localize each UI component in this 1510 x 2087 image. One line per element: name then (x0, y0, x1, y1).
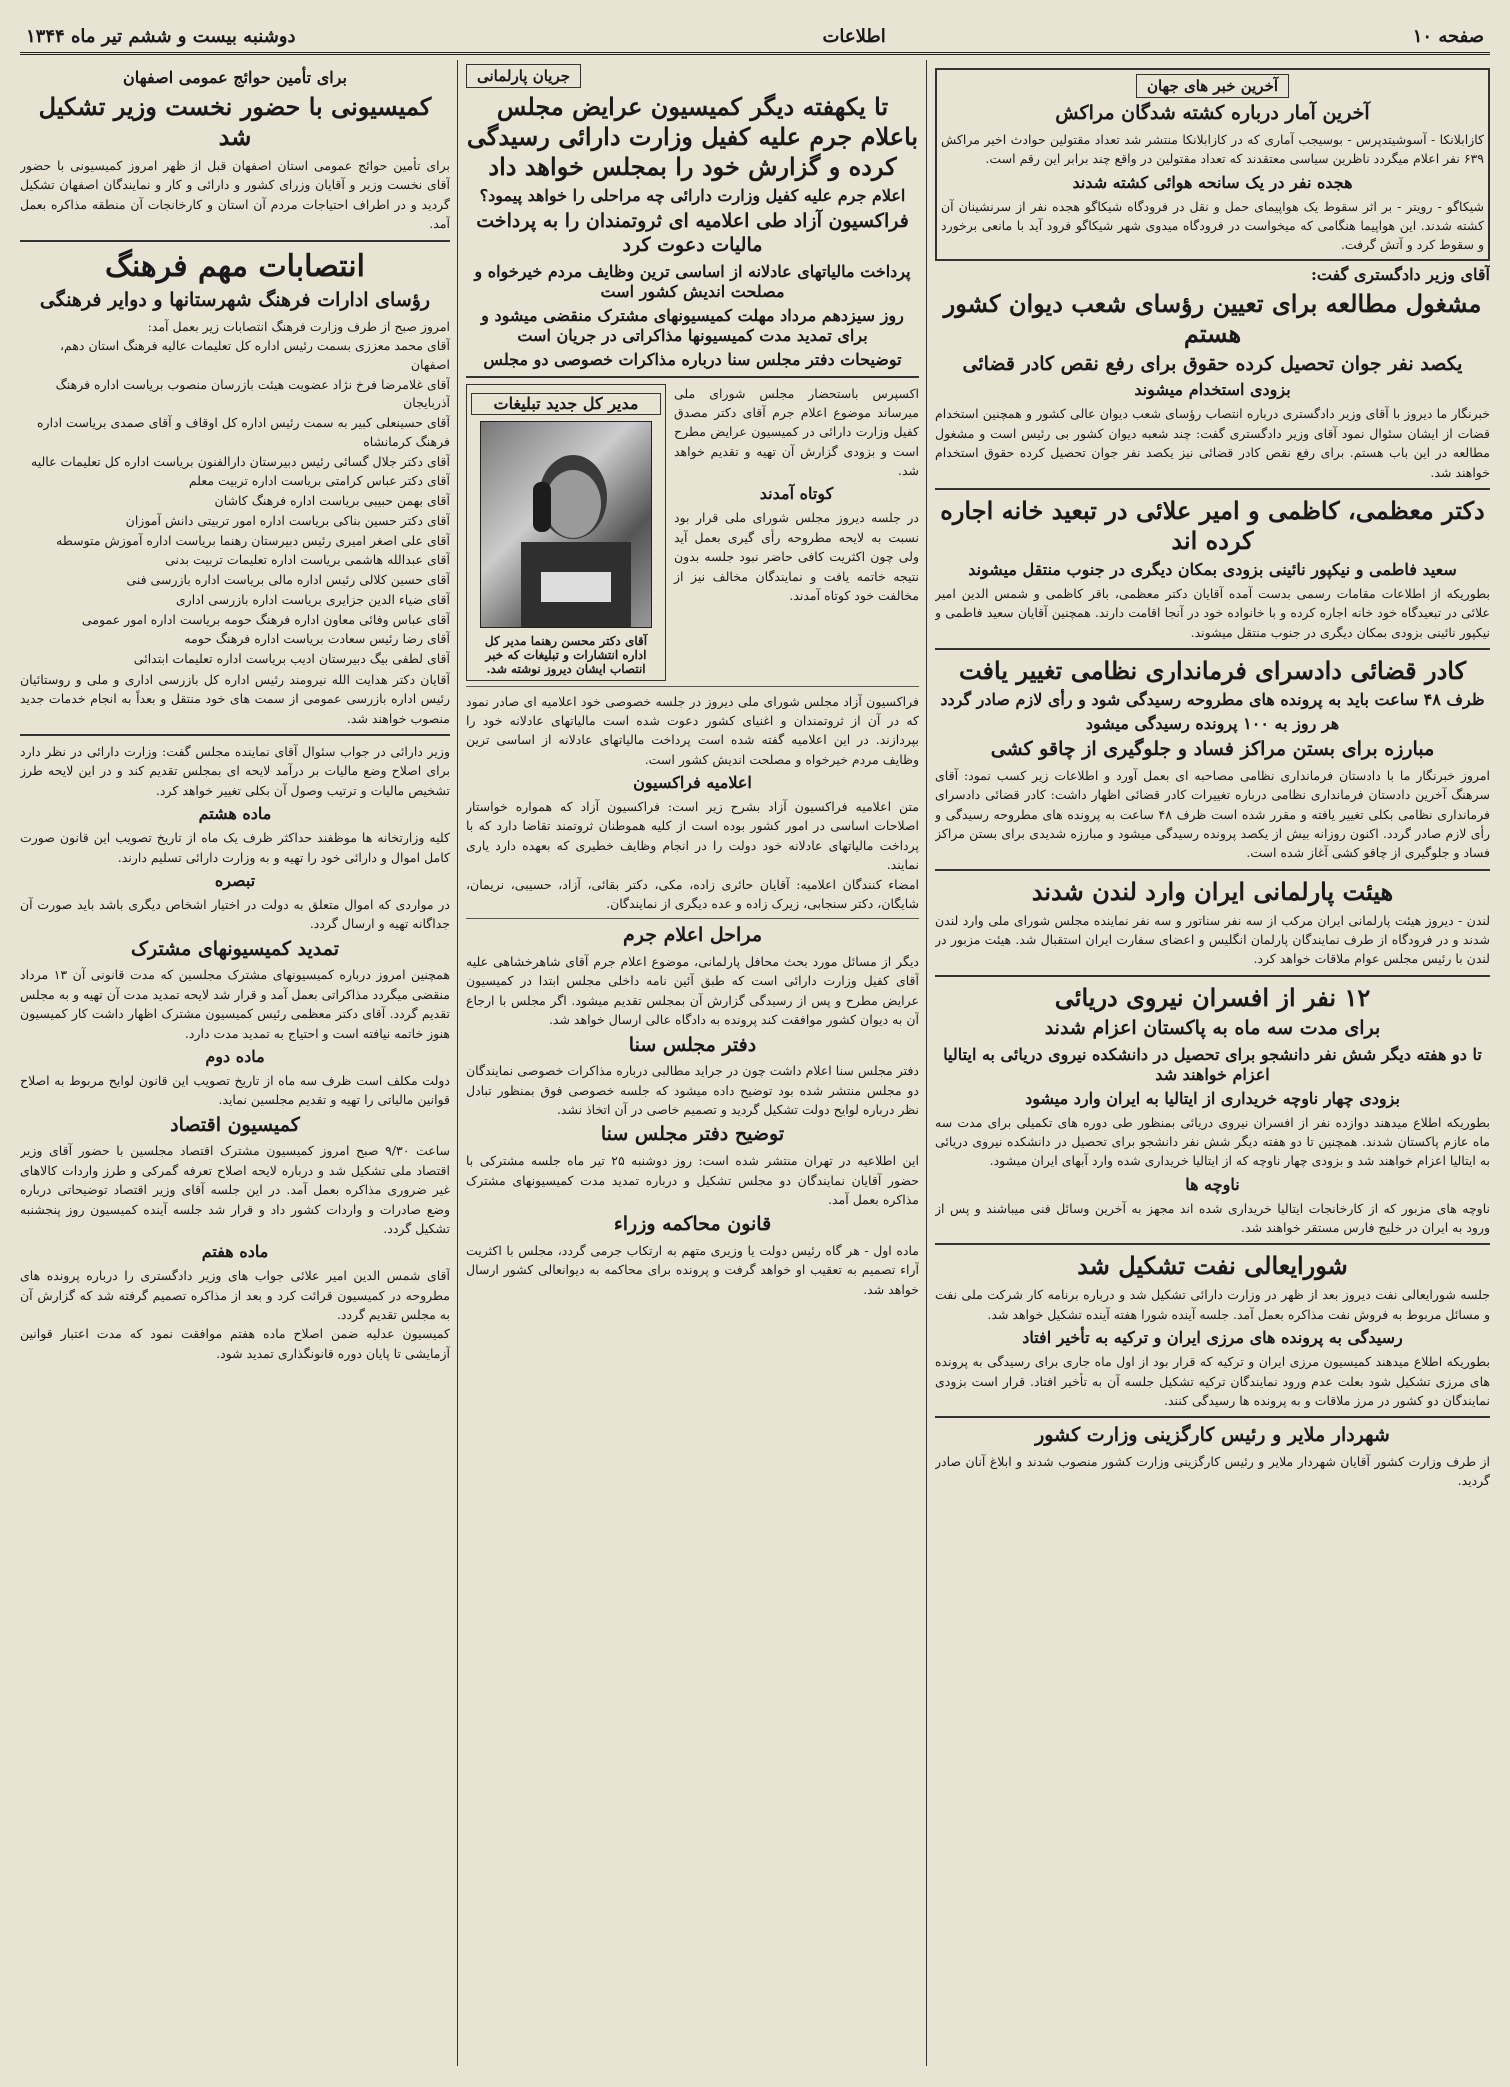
subheadline: ماده دوم (205, 1046, 265, 1066)
appointment-item: آقای رضا رئیس سعادت بریاست اداره فرهنگ حومه (184, 631, 450, 647)
appointment-item: آقای دکتر حسین بناکی بریاست اداره امور تربیتی دانش آموزان (125, 512, 450, 528)
article-body: در جلسه دیروز مجلس شورای ملی قرار بود نسبت به لایحه مطروحه رأی گیری بعمل آید ولی چون اکثریت کافی حاضر نبود جلسه بدون نتیجه خاتمه یافت و نمایندگان مخالف نیز از مخالفت خود کوتاه آمدند. (674, 510, 919, 603)
paper-name: اطلاعات (822, 25, 886, 47)
article-body: بطوریکه اطلاع میدهند کمیسیون مرزی ایران و ترکیه که قرار بود از اول ماه جاری برای رسیدگی به پرونده های مرزی تشکیل شود بعلت عدم ورود نمایندگان ترکیه تشکیل جلسه آن به تأخیر افتاد. قرار است بزودی نمایندگان دو کشور در مرز ملاقات و به پرونده ها رسیدگی کنند. (935, 1354, 1490, 1408)
portrait-figure-icon (481, 422, 651, 627)
section-kicker: آخرین خبر های جهان (1136, 74, 1289, 98)
column-rule (457, 60, 458, 2066)
article-body: بطوریکه اطلاع میدهند دوازده نفر از افسران نیروی دریائی بمنظور طی دوره های تکمیلی برای مدت سه ماه عازم پاکستان شدند. همچنین تا دو هفته دیگر شش نفر دانشجو برای تحصیل در دانشکده نیروی دریائی به ایتالیا اعزام خواهند شد و بزودی چهار ناوچه که از ایتالیا خریداری شده وارد آبهای ایران میشود. (935, 1114, 1490, 1169)
article-body: دفتر مجلس سنا اعلام داشت چون در جراید مطالبی درباره مذاکرات خصوصی نمایندگان دو مجلس منتشر شده بود توضیح داده میشود که جلسه خصوصی فوق بمنظور تبادل نظر درباره لوایح دولت تشکیل گردید و تصمیم خاصی در آن اتخاذ نشد. (466, 1063, 919, 1117)
subheadline: تمدید کمیسیونهای مشترک (130, 937, 340, 960)
subheadline: کمیسیون اقتصاد (170, 1113, 300, 1136)
article-body: متن اعلامیه فراکسیون آزاد بشرح زیر است: فراکسیون آزاد که همواره خواستار اصلاحات اساسی در امور کشور بوده است از کلیه هموطنان ثروتمند تقاضا دارد که با پرداخت مالیاتهای عادلانه خود دولت را در انجام وظایف خطیری که بعهده دارد یاری نمایند. (466, 799, 919, 873)
article-body: ماده اول - هر گاه رئیس دولت یا وزیری متهم به ارتکاب جرمی گردد، مجلس با اکثریت آراء تصمیم به تعقیب او خواهد گرفت و پرونده برای محاکمه به دیوانعالی کشور ارسال خواهد شد. (466, 1243, 919, 1297)
article-body: ساعت ۹/۳۰ صبح امروز کمیسیون مشترک اقتصاد مجلسین با حضور آقای وزیر اقتصاد ملی تشکیل شد و درباره لایحه اصلاح تعرفه گمرکی و طرز واردات کالاهای غیر ضروری مذاکره بعمل آمد. در این جلسه آقای وزیر اقتصاد توضیحاتی درباره وضع صادرات و واردات کشور داد و قرار شد جلسه آینده کمیسیون روز پنجشنبه تشکیل گردد. (20, 1143, 450, 1236)
subheadline: روز سیزدهم مرداد مهلت کمیسیونهای مشترک منقضی میشود و برای تمدید مدت کمیسیونها مذاکراتی در جریان است (481, 305, 904, 345)
appointment-item: آقای لطفی بیگ دبیرستان ادیب بریاست اداره تعلیمات ابتدائی (133, 651, 450, 667)
appointment-item: آقای حسینعلی کبیر به سمت رئیس اداره کل اوقاف و آقای صمدی بریاست اداره فرهنگ کرمانشاه (36, 415, 450, 449)
article-body: بطوریکه از اطلاعات مقامات رسمی بدست آمده آقایان دکتر معظمی، باقر کاظمی و شمس الدین امیر علائی در تبعیدگاه خود خانه اجاره کرده و با خانواده خود در آنجا اقامت دارند. همچنین آقایان سعید فاطمی و نیکپور نائینی بزودی بمکان دیگری در جنوب منتقل میشوند. (935, 585, 1490, 640)
subheadline: رسیدگی به پرونده های مرزی ایران و ترکیه به تأخیر افتاد (1022, 1328, 1403, 1348)
article-body: امضاء کنندگان اعلامیه: آقایان حائری زاده، مکی، دکتر بقائی، آزاد، حسیبی، نریمان، شایگان، دکتر سنجابی، زیرک زاده و عده دیگری از نمایندگان. (466, 876, 919, 911)
article-body: این اطلاعیه در تهران منتشر شده است: روز دوشنبه ۲۵ تیر ماه جلسه مشترکی با حضور آقایان نمایندگان دو مجلس تشکیل و درباره تمدید مدت کمیسیونهای مشترک مذاکره بعمل آمد. (466, 1153, 919, 1207)
divider (466, 918, 919, 919)
column-middle (466, 64, 919, 2070)
world-news-box (935, 68, 1490, 261)
article-body: لندن - دیروز هیئت پارلمانی ایران مرکب از سه نفر سناتور و سه نفر نماینده مجلس شورای ملی وارد لندن شدند و در فرودگاه از طرف نمایندگان پارلمان انگلیس و اعضای سفارت ایران استقبال شد. هیئت مزبور در لندن با رئیس مجلس عوام ملاقات خواهد کرد. (935, 912, 1490, 967)
article-lead (674, 384, 919, 681)
article-body: از طرف وزارت کشور آقایان شهردار ملایر و رئیس کارگزینی وزارت کشور منصوب شدند و ابلاغ آنان صادر گردید. (935, 1454, 1490, 1489)
lead-line: آقای وزیر دادگستری گفت: (1310, 264, 1490, 284)
photo-caption: آقای دکتر محسن رهنما مدیر کل اداره انتشارات و تبلیغات که خبر انتصاب ایشان دیروز نوشته شد. (484, 633, 648, 676)
subheadline: مبارزه برای بستن مراکز فساد و جلوگیری از چاقو کشی (990, 738, 1435, 760)
divider (935, 648, 1490, 650)
portrait-photo (480, 421, 652, 628)
subheadline: اعلام جرم علیه کفیل وزارت دارائی چه مراحلی را خواهد پیمود؟ (479, 186, 906, 205)
article-body: فراکسیون آزاد مجلس شورای ملی دیروز در جلسه خصوصی خود اعلامیه ای صادر نمود که در آن از ثروتمندان و اغنیای کشور دعوت شده است مالیاتهای عادلانه خود را بپردازند. در این اعلامیه گفته شده است پرداخت مالیاتهای عادلانه از اساسی ترین وظایف مردم خیرخواه و مصلحت اندیش کشور است. (466, 693, 919, 767)
article-body: ناوچه های مزبور که از کارخانجات ایتالیا خریداری شده اند مجهز به آخرین وسائل فنی میباشند و پس از ورود به ایران در خلیج فارس مستقر خواهند شد. (935, 1200, 1490, 1235)
article-body: آقای شمس الدین امیر علائی جواب های وزیر دادگستری را درباره پرونده های مطروحه در کمیسیون قرائت کرد و بعد از مذاکره تصمیم گرفته شد که گزارش آن به مجلس تقدیم گردد. (20, 1268, 450, 1322)
subheadline: هجده نفر در یک سانحه هوائی کشته شدند (1072, 172, 1353, 192)
headline: کمیسیونی با حضور نخست وزیر تشکیل شد (38, 92, 432, 151)
issue-date: دوشنبه بیست و ششم تیر ماه ۱۳۴۴ (26, 25, 296, 47)
headline: شهردار ملایر و رئیس کارگزینی وزارت کشور (1035, 1424, 1390, 1447)
subheadline: مراحل اعلام جرم (622, 924, 762, 947)
appointment-item: آقای عباس وفائی معاون اداره فرهنگ حومه بریاست اداره امور عمومی (81, 611, 450, 627)
divider (935, 1416, 1490, 1418)
headline: شورایعالی نفت تشکیل شد (1077, 1251, 1348, 1281)
column-rule (926, 60, 927, 2066)
headline: آخرین آمار درباره کشته شدگان مراکش (1055, 102, 1370, 124)
appointment-item: آقای علی اصغر امیری رئیس دبیرستان رهنما بریاست اداره آموزش متوسطه (56, 532, 450, 548)
appointment-item: آقای غلامرضا فرخ نژاد عضویت هیئت بازرسان منصوب بریاست اداره فرهنگ آذربایجان (55, 376, 450, 411)
divider (20, 240, 450, 242)
column-right (935, 64, 1490, 2070)
page-number: صفحه ۱۰ (1412, 25, 1484, 47)
divider (935, 488, 1490, 490)
article-intro: امروز صبح از طرف وزارت فرهنگ انتصابات زیر بعمل آمد: (147, 318, 450, 334)
article-body: وزیر دارائی در جواب سئوال آقای نماینده مجلس گفت: وزارت دارائی در نظر دارد برای اصلاح وضع مالیات بر درآمد لایحه ای بمجلس تقدیم کند و در این لایحه طرز تشخیص مالیات و ترتیب وصول آن بکلی تغییر خواهد کرد. (20, 744, 450, 798)
divider (935, 869, 1490, 871)
divider (466, 686, 919, 687)
appointment-item: آقای دکتر عباس کرامتی بریاست اداره تربیت معلم (188, 473, 450, 489)
subheadline: کوتاه آمدند (759, 484, 834, 504)
headline: فراکسیون آزاد طی اعلامیه ای ثروتمندان را به پرداخت مالیات دعوت کرد (476, 210, 909, 256)
subheadline: بزودی استخدام میشوند (1134, 380, 1291, 400)
article-body: خبرنگار ما دیروز با آقای وزیر دادگستری درباره انتصاب رؤسای شعب دیوان عالی کشور و همچنین استخدام قضات از ایشان سئوال نمود آقای وزیر دادگستری گفت: چند شعبه دیوان کشور بی رئیس است و مشغول مطالعه در این باب هستم. برای رفع نقص کادر قضائی نیز یکصد نفر جوان تحصیل کرده حقوق استخدام خواهند شد. (935, 406, 1490, 480)
subheadline: پرداخت مالیاتهای عادلانه از اساسی ترین وظایف مردم خیرخواه و مصلحت اندیش کشور است (474, 261, 911, 301)
section-kicker: برای تأمین حوائج عمومی اصفهان (123, 68, 347, 87)
headline: برای مدت سه ماه به پاکستان اعزام شدند (1044, 1016, 1381, 1039)
appointments-list (20, 337, 450, 669)
subheadline: هر روز به ۱۰۰ پرونده رسیدگی میشود (1085, 714, 1340, 733)
subheadline: بزودی چهار ناوچه خریداری از ایتالیا به ایران وارد میشود (1025, 1088, 1400, 1108)
subheadline: تا دو هفته دیگر شش نفر دانشجو برای تحصیل در دانشکده نیروی دریائی به ایتالیا اعزام خواهند شد (943, 1044, 1482, 1084)
article-body: در مواردی که اموال متعلق به دولت در اختیار اشخاص دیگری باشد باید صورت آن جداگانه تهیه و ارسال گردد. (20, 896, 450, 932)
appointment-item: آقای حسین کلالی رئیس اداره مالی بریاست اداره بازرسی فنی (126, 572, 450, 588)
article-body: کازابلانکا - آسوشیتدپرس - بوسیجب آماری که در کازابلانکا منتشر شد تعداد مقتولین حوادث اخیر مراکش ۶۳۹ نفر اعلام میگردد ناظرین سیاسی معتقدند که تعداد مقتولین در واقع چند برابر این رقم است. (941, 131, 1484, 167)
headline: مشغول مطالعه برای تعیین رؤسای شعب دیوان کشور هستم (943, 288, 1482, 348)
appointment-item: آقای ضیاء الدین جزایری بریاست اداره بازرسی اداری (175, 591, 450, 607)
divider (20, 734, 450, 736)
newspaper-page (20, 20, 1490, 2070)
divider (466, 376, 919, 378)
subheadline: ماده هشتم (198, 804, 272, 824)
section-kicker: جریان پارلمانی (466, 64, 581, 88)
subheadline: دفتر مجلس سنا (628, 1033, 757, 1056)
headline: هیئت پارلمانی ایران وارد لندن شدند (1031, 876, 1394, 906)
subheadline: تبصره (214, 870, 256, 890)
subheadline: سعید فاطمی و نیکپور نائینی بزودی بمکان دیگری در جنوب منتقل میشوند (968, 559, 1457, 579)
column-left (20, 64, 450, 2070)
masthead (20, 20, 1490, 55)
subheadline: قانون محاکمه وزراء (613, 1213, 772, 1236)
subheadline: ظرف ۴۸ ساعت باید به پرونده های مطروحه رسیدگی شود و رأی لازم صادر گردد (940, 690, 1485, 709)
photo-box (466, 384, 666, 681)
headline: یکصد نفر جوان تحصیل کرده حقوق برای رفع نقص کادر قضائی (962, 352, 1463, 375)
appointment-item: آقای بهمن حبیبی بریاست اداره فرهنگ کاشان (214, 493, 450, 509)
article-body: دیگر از مسائل مورد بحث محافل پارلمانی، موضوع اعلام جرم آقای شاهرخشاهی علیه آقای کفیل وزارت دارائی است که طبق آئین نامه داخلی مجلس ابتدا در کمیسیون عرایض مطرح و پس از رسیدگی گزارش آن بمجلس تقدیم میشود. اگر مجلس با ارجاع آن به دیوان کشور موافقت کند پرونده به دادگاه عالی ارسال خواهد شد. (466, 954, 919, 1028)
subheadline: رؤسای ادارات فرهنگ شهرستانها و دوایر فرهنگی (39, 289, 431, 311)
article-body: آقایان دکتر هدایت الله نیرومند رئیس اداره کل بازرسی اداری و ملی و روستائیان رئیس اداره بازرسی عمومی از سمت های خود منتقل و بعداً به انجام خدمات جدید منصوب خواهند شد. (20, 671, 450, 726)
article-body: امروز خبرنگار ما با دادستان فرمانداری نظامی مصاحبه ای بعمل آورد و اطلاعات زیر کسب نمود: آقای سرهنگ آخرین دادستان فرمانداری نظامی درباره تغییرات کادر قضائی اظهار داشت: کادر قضائی دادسرای فرمانداری نظامی بکلی تغییر یافته و مقرر شده است ظرف ۴۸ ساعت به پرونده های مطروحه رسیدگی و رأی لازم صادر گردد. اکنون روزانه بیش از یکصد پرونده رسیدگی میشود و مبارزه شدیدی برای بستن مراکز فساد و جلوگیری از چاقو کشی آغاز شده است. (935, 767, 1490, 861)
article-body: همچنین امروز درباره کمیسیونهای مشترک مجلسین که مدت قانونی آن ۱۳ مرداد منقضی میگردد مذاکراتی بعمل آمد و قرار شد لایحه تمدید مدت آن تهیه و به مجلس تقدیم گردد. آقای دکتر معظمی رئیس کمیسیون مشترک اظهار داشت کار کمیسیون هنوز خاتمه نیافته است و احتیاج به تمدید مدت دارد. (20, 967, 450, 1041)
article-body: جلسه شورایعالی نفت دیروز بعد از ظهر در وزارت دارائی تشکیل شد و درباره برنامه کار شرکت ملی نفت و مسائل مربوط به فروش نفت مذاکره بعمل آمد. جلسه آینده شورا هفته آینده تشکیل خواهد شد. (935, 1287, 1490, 1322)
subheadline: ماده هفتم (201, 1242, 269, 1262)
subheadline: اعلامیه فراکسیون (633, 773, 752, 792)
headline: کادر قضائی دادسرای فرمانداری نظامی تغییر یافت (958, 656, 1467, 685)
article-body: برای تأمین حوائج عمومی استان اصفهان قبل از ظهر امروز کمیسیونی با حضور آقای نخست وزیر و آقایان وزرای کشور و دارائی و کار و نمایندگان اصفهان تشکیل گردید و در اطراف احتیاجات مردم آن استان و کارخانجات آن منطقه مذاکره بعمل آمد. (20, 158, 450, 232)
appointment-item: آقای عبدالله هاشمی بریاست اداره تعلیمات تربیت بدنی (165, 552, 450, 568)
article-body: دولت مکلف است ظرف سه ماه از تاریخ تصویب این قانون لوایح مربوط به اصلاح قوانین مالیاتی را تهیه و تقدیم مجلسین نماید. (20, 1072, 450, 1108)
subheadline: ناوچه ها (1185, 1174, 1240, 1194)
headline: ۱۲ نفر از افسران نیروی دریائی (1054, 982, 1371, 1012)
headline: تا یکهفته دیگر کمیسیون عرایض مجلس باعلام جرم علیه کفیل وزارت دارائی رسیدگی کرده و گزارش خود را بمجلس خواهد داد (466, 92, 919, 181)
photo-kicker: مدیر کل جدید تبلیغات (471, 393, 661, 415)
divider (935, 975, 1490, 977)
appointment-item: آقای دکتر جلال گسائی رئیس دبیرستان دارالفنون بریاست اداره کل تعلیمات عالیه (31, 453, 450, 469)
subheadline: توضیحات دفتر مجلس سنا درباره مذاکرات خصوصی دو مجلس (483, 349, 902, 369)
article-body: اکسپرس باستحضار مجلس شورای ملی میرساند موضوع اعلام جرم آقای دکتر مصدق کفیل وزارت دارائی در کمیسیون عرایض مطرح است و بزودی گزارش آن تهیه و تقدیم خواهد شد. (674, 385, 919, 478)
headline: انتصابات مهم فرهنگ (105, 248, 365, 284)
article-body: شیکاگو - رویتر - بر اثر سقوط یک هواپیمای حمل و نقل در فرودگاه شیکاگو هجده نفر از سرنشینان آن کشته شدند. این هواپیما هنگامی که میخواست در فرودگاه میدوی شهر شیکاگو فرود آید با مانعی برخورد و سقوط کرد و آتش گرفت. (941, 198, 1484, 253)
article-body: کمیسیون عدلیه ضمن اصلاح ماده هفتم موافقت نمود که مدت اعتبار قوانین آزمایشی تا پایان دوره قانونگذاری تمدید شود. (20, 1326, 450, 1361)
divider (935, 1243, 1490, 1245)
subheadline: توضیح دفتر مجلس سنا (600, 1123, 785, 1146)
appointment-item: آقای محمد معززی بسمت رئیس اداره کل تعلیمات عالیه فرهنگ استان دهم، اصفهان (59, 338, 450, 372)
article-body: کلیه وزارتخانه ها موظفند حداکثر ظرف یک ماه از تاریخ تصویب این قانون صورت کامل اموال و دارائی خود را تهیه و به وزارت دارائی تسلیم دارند. (20, 830, 450, 865)
headline: دکتر معظمی، کاظمی و امیر علائی در تبعید خانه اجاره کرده اند (940, 495, 1485, 555)
